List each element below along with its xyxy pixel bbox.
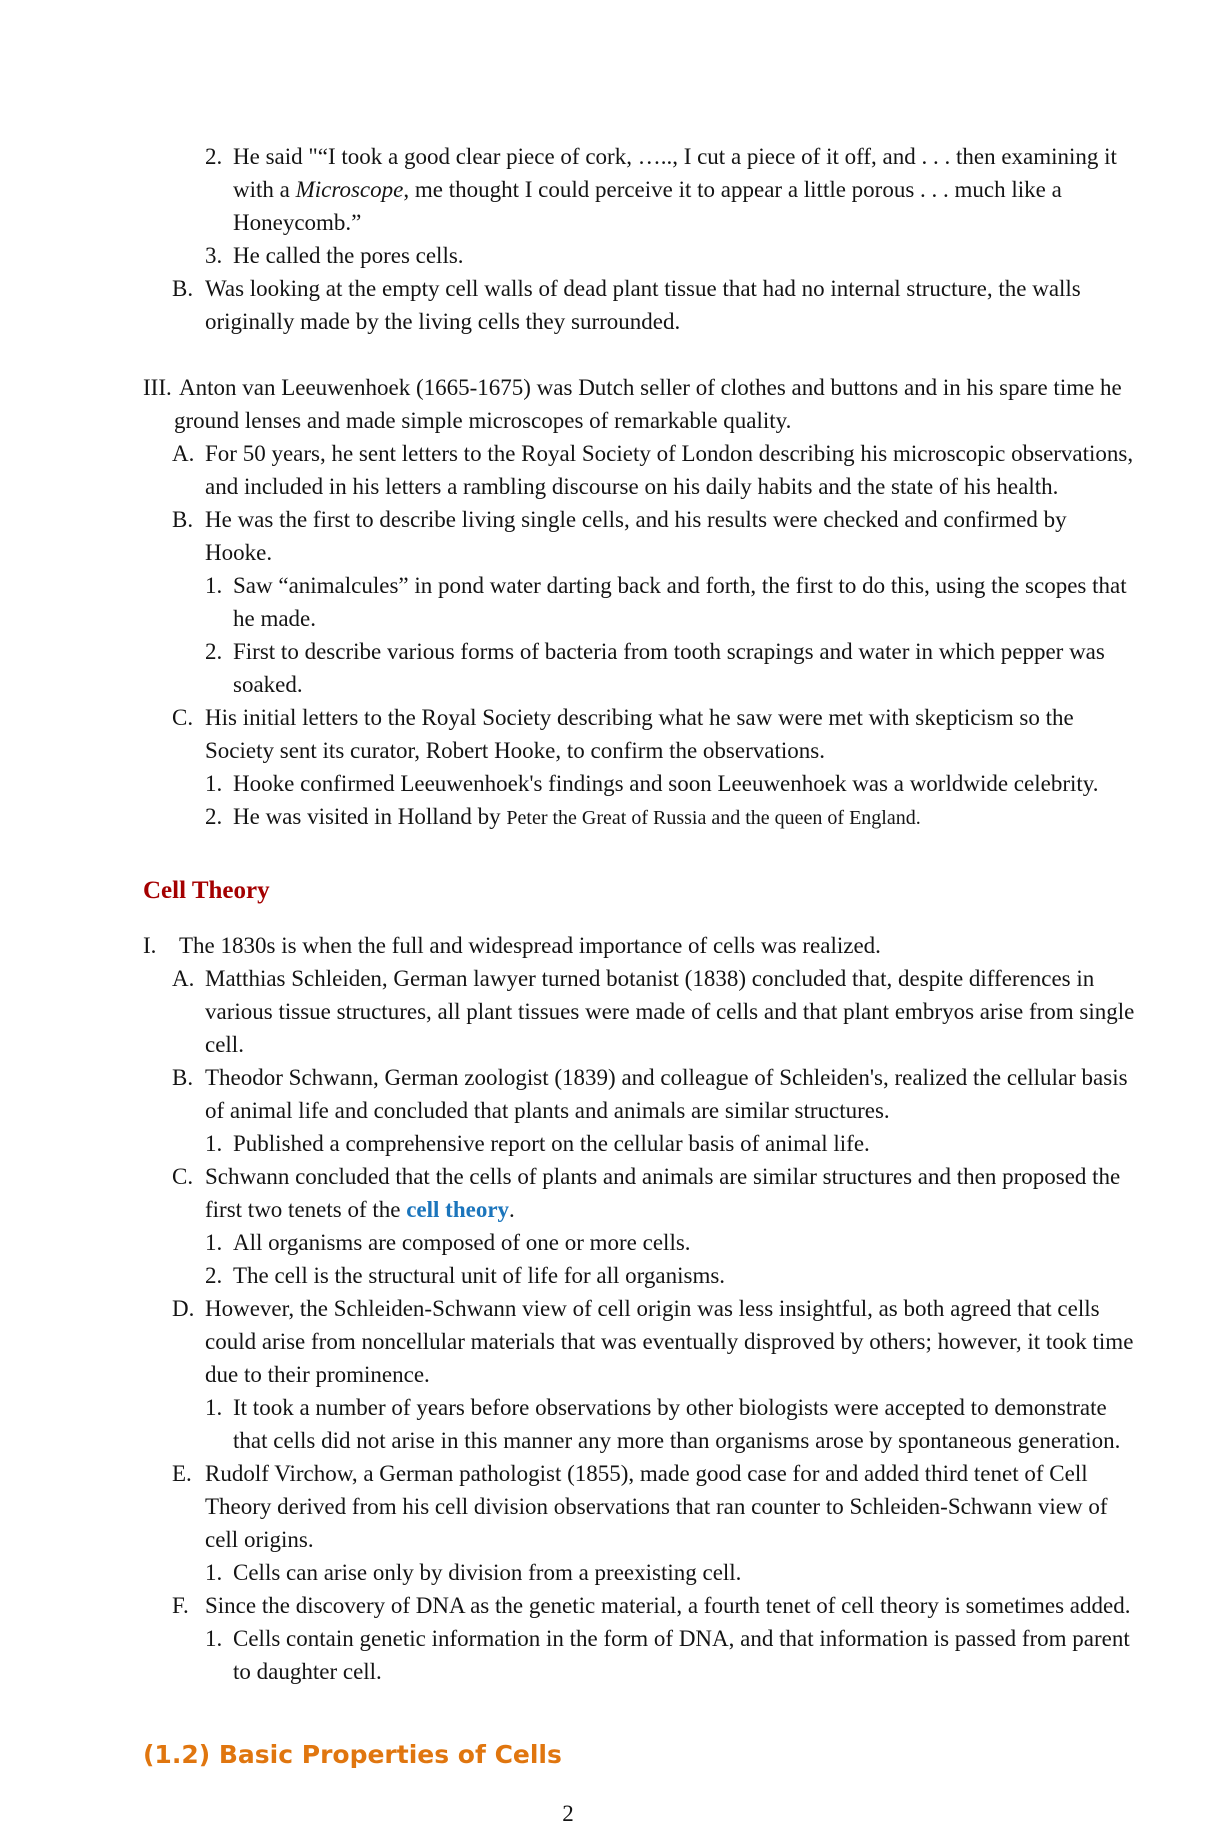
list-text: The 1830s is when the full and widespread importance of cells was realized. bbox=[179, 933, 881, 958]
list-marker: 2. bbox=[205, 639, 223, 664]
italic-microscope: Microscope bbox=[295, 177, 404, 202]
list-text: For 50 years, he sent letters to the Royal Society of London describing his microscopic observations, and included in his letters a rambling discourse on his daily habits and the state of his health. bbox=[205, 441, 1134, 499]
emphasis-cell-theory: cell theory bbox=[406, 1197, 510, 1222]
list-item-tenet4 bbox=[0, 1622, 1136, 1688]
list-text: He called the pores cells. bbox=[233, 243, 464, 268]
list-marker: C. bbox=[172, 1164, 194, 1189]
list-text: Hooke confirmed Leeuwenhoek's findings and soon Leeuwenhoek was a worldwide celebrity. bbox=[233, 771, 1099, 796]
list-item-origin-view bbox=[0, 1292, 1136, 1391]
list-marker: 2. bbox=[205, 1263, 223, 1288]
list-marker: 3. bbox=[205, 243, 223, 268]
list-text: He was visited in Holland by bbox=[233, 804, 507, 829]
list-marker: I. bbox=[143, 933, 157, 958]
list-text: All organisms are composed of one or more cells. bbox=[233, 1230, 691, 1255]
list-marker: 1. bbox=[205, 1395, 223, 1420]
list-marker: 2. bbox=[205, 144, 223, 169]
page-number: 2 bbox=[562, 1801, 574, 1826]
list-item-report bbox=[0, 1127, 1136, 1160]
list-item-tenet3 bbox=[0, 1556, 1136, 1589]
list-item-letters bbox=[0, 437, 1136, 503]
list-text: Theodor Schwann, German zoologist (1839) and colleague of Schleiden's, realized the cellular basis of animal life and concluded that plants and animals are similar structures. bbox=[205, 1065, 1128, 1123]
list-marker: B. bbox=[172, 507, 194, 532]
list-item-pores bbox=[0, 239, 1136, 272]
list-item-animalcules bbox=[0, 569, 1136, 635]
list-marker: A. bbox=[172, 966, 195, 991]
list-item-schwann bbox=[0, 1061, 1136, 1127]
list-marker: F. bbox=[172, 1593, 189, 1618]
list-marker: 1. bbox=[205, 1131, 223, 1156]
list-item-bacteria bbox=[0, 635, 1136, 701]
list-marker: 1. bbox=[205, 1230, 223, 1255]
list-item-virchow bbox=[0, 1457, 1136, 1556]
list-item-dna bbox=[0, 1589, 1136, 1622]
list-item-hooke-confirmed bbox=[0, 767, 1136, 800]
list-item-first-single-cells bbox=[0, 503, 1136, 569]
list-text: Schwann concluded that the cells of plants and animals are similar structures and then proposed the first two tenets of the bbox=[205, 1164, 1121, 1222]
list-marker: A. bbox=[172, 441, 195, 466]
list-text: However, the Schleiden-Schwann view of cell origin was less insightful, as both agreed that cells could arise from noncellular materials that was eventually disproved by others; however, it took time due to their prominence. bbox=[205, 1296, 1134, 1387]
list-item-hooke-quote bbox=[0, 140, 1136, 239]
list-marker: C. bbox=[172, 705, 194, 730]
list-item-two-tenets bbox=[0, 1160, 1136, 1226]
list-text: The cell is the structural unit of life for all organisms. bbox=[233, 1263, 726, 1288]
list-marker: D. bbox=[172, 1296, 195, 1321]
list-item-tenet1 bbox=[0, 1226, 1136, 1259]
list-item-leeuwenhoek-intro bbox=[0, 371, 1136, 437]
list-marker: 1. bbox=[205, 771, 223, 796]
list-text: Rudolf Virchow, a German pathologist (1855), made good case for and added third tenet of Cell Theory derived from his cell division observations that ran counter to Schleiden-Schwann view of cell origins. bbox=[205, 1461, 1108, 1552]
list-marker: 2. bbox=[205, 804, 223, 829]
list-marker: 1. bbox=[205, 1560, 223, 1585]
heading-basic-properties: (1.2) Basic Properties of Cells bbox=[143, 1740, 562, 1769]
list-text: He was the first to describe living single cells, and his results were checked and confirmed by Hooke. bbox=[205, 507, 1067, 565]
list-text: Saw “animalcules” in pond water darting back and forth, the first to do this, using the scopes that he made. bbox=[233, 573, 1127, 631]
list-item-1830s bbox=[0, 929, 1136, 962]
list-item-years bbox=[0, 1391, 1136, 1457]
heading-cell-theory: Cell Theory bbox=[143, 877, 270, 904]
list-marker: 1. bbox=[205, 1626, 223, 1651]
list-text: Cells can arise only by division from a preexisting cell. bbox=[233, 1560, 742, 1585]
list-marker: III. bbox=[143, 375, 172, 400]
list-text: Matthias Schleiden, German lawyer turned botanist (1838) concluded that, despite differences in various tissue structures, all plant tissues were made of cells and that plant embryos arise from single cell. bbox=[205, 966, 1135, 1057]
list-item-schleiden bbox=[0, 962, 1136, 1061]
list-item-tenet2 bbox=[0, 1259, 1136, 1292]
list-item-skepticism bbox=[0, 701, 1136, 767]
list-marker: 1. bbox=[205, 573, 223, 598]
list-text: Since the discovery of DNA as the genetic material, a fourth tenet of cell theory is sometimes added. bbox=[205, 1593, 1131, 1618]
list-text: , me thought I could perceive it to appear a little porous . . . much like a Honeycomb.” bbox=[233, 177, 1062, 235]
list-text: First to describe various forms of bacteria from tooth scrapings and water in which pepper was soaked. bbox=[233, 639, 1105, 697]
list-marker: B. bbox=[172, 1065, 194, 1090]
list-text: Was looking at the empty cell walls of dead plant tissue that had no internal structure, the walls originally made by the living cells they surrounded. bbox=[205, 276, 1081, 334]
list-text-small: Peter the Great of Russia and the queen of England. bbox=[506, 807, 921, 829]
list-marker: B. bbox=[172, 276, 194, 301]
list-marker: E. bbox=[172, 1461, 192, 1486]
list-text: Cells contain genetic information in the form of DNA, and that information is passed from parent to daughter cell. bbox=[233, 1626, 1130, 1684]
list-text: Published a comprehensive report on the cellular basis of animal life. bbox=[233, 1131, 870, 1156]
list-text: His initial letters to the Royal Society describing what he saw were met with skepticism so the Society sent its curator, Robert Hooke, to confirm the observations. bbox=[205, 705, 1074, 763]
list-text: Anton van Leeuwenhoek (1665-1675) was Dutch seller of clothes and buttons and in his spare time he ground lenses and made simple microscopes of remarkable quality. bbox=[174, 375, 1122, 433]
list-text: It took a number of years before observations by other biologists were accepted to demonstrate that cells did not arise in this manner any more than organisms arose by spontaneous generation. bbox=[233, 1395, 1121, 1453]
list-text: He said "“I took a good clear piece of cork, ….., I cut a piece of it off, and . . . then examining it with a bbox=[233, 144, 1117, 202]
list-text: . bbox=[509, 1197, 515, 1222]
list-item-visited bbox=[0, 800, 1136, 835]
list-item-cell-walls bbox=[0, 272, 1136, 338]
